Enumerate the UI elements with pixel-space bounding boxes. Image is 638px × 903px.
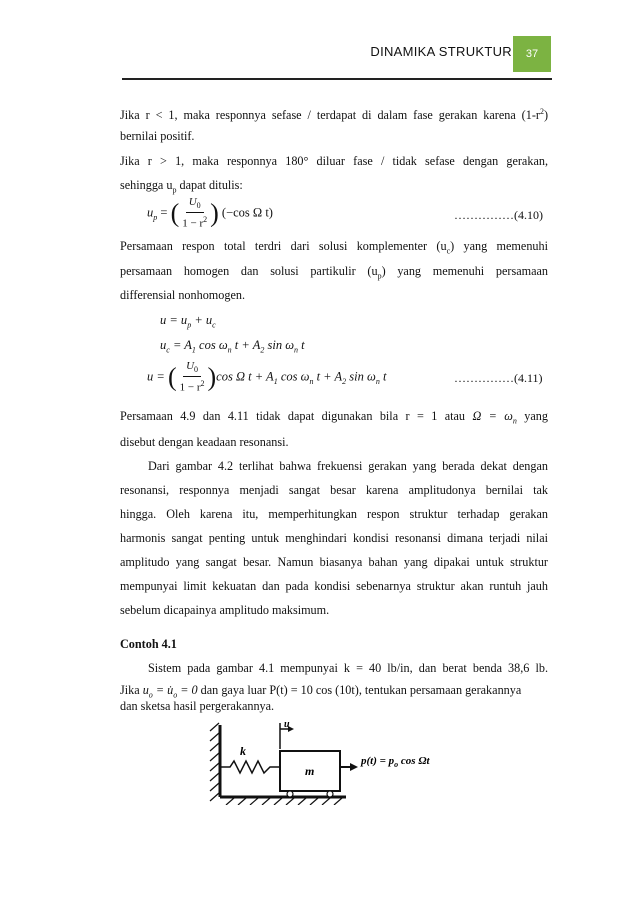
eq-subscript: 1 xyxy=(273,376,278,386)
para-fig42-line-1: Dari gambar 4.2 terlihat bahwa frekuensi gerakan yang berada dekat dengan xyxy=(148,459,548,473)
example-line-3: dan sketsa hasil pergerakannya. xyxy=(120,699,275,713)
example-line-1: Sistem pada gambar 4.1 mempunyai k = 40 lb/in, dan berat benda 38,6 lb. xyxy=(148,661,548,675)
fraction xyxy=(177,360,208,395)
equation-4-11 xyxy=(147,360,386,395)
para-fig42-line-3: hingga. Oleh karena itu, memperhitungkan respon struktur terhadap gerakan xyxy=(120,507,548,521)
eq-symbol: cos ω xyxy=(195,338,228,352)
paren-open: ( xyxy=(167,362,177,392)
eq-symbol: U xyxy=(188,196,197,208)
eq-operator: = xyxy=(157,205,171,220)
eq-subscript: 2 xyxy=(342,376,347,386)
para-r-less-than-1 xyxy=(120,104,548,123)
eq-symbol: u = xyxy=(147,369,168,384)
eq-subscript: 0 xyxy=(194,365,199,375)
denominator xyxy=(179,213,210,231)
eq-subscript: n xyxy=(375,376,380,386)
eq-symbol: U xyxy=(186,360,195,372)
spring-mass-figure xyxy=(206,717,468,805)
equation-number-4-11: ……………(4.11) xyxy=(454,371,543,385)
eq-symbol: t xyxy=(379,369,387,384)
eq-symbol: u xyxy=(142,683,149,697)
text: dapat ditulis: xyxy=(176,178,243,192)
eq-subscript: p xyxy=(187,320,192,330)
eq-subscript: c xyxy=(212,320,216,330)
eq-subscript: o xyxy=(148,690,153,700)
eq-symbol: t xyxy=(298,338,305,352)
eq-symbol: + u xyxy=(191,313,213,327)
eq-subscript: n xyxy=(309,376,314,386)
text: Jika xyxy=(120,683,140,697)
text: ) xyxy=(543,108,548,123)
eq-subscript: o xyxy=(173,690,178,700)
eq-subscript: 1 xyxy=(191,345,196,355)
paren-open: ( xyxy=(170,198,180,228)
eq-symbol: sin ω xyxy=(264,338,295,352)
eq-symbol: u xyxy=(147,205,154,220)
subscript: p xyxy=(377,271,382,281)
inline-equation xyxy=(142,683,198,700)
para-resonance xyxy=(120,408,548,429)
para-total-response-cont xyxy=(120,263,548,284)
para-fig42-line-2: resonansi, responnya menjadi sangat besar karena amplitudonya bernilai tak xyxy=(120,483,548,497)
eq-symbol: Ω = ω xyxy=(472,409,513,423)
subscript: p xyxy=(172,185,177,195)
page-number-box xyxy=(513,36,551,72)
eq-symbol: 1 − r xyxy=(182,217,204,230)
force-label-end: cos Ωt xyxy=(398,755,430,767)
eq-subscript: n xyxy=(512,416,517,426)
ground-hatch xyxy=(226,798,342,805)
eq-symbol: sin ω xyxy=(346,369,376,384)
displacement-label-u: u xyxy=(284,719,290,730)
para-total-response-end: differensial nonhomogen. xyxy=(120,288,246,302)
eq-symbol: = A xyxy=(169,338,192,352)
para-fig42-line-5: amplitudo yang sangat besar. Namun biasanya bahan yang dipakai untuk struktur xyxy=(120,555,548,569)
mass-label-m: m xyxy=(305,764,315,778)
spring xyxy=(220,761,280,773)
text: ) yang memenuhi persamaan xyxy=(381,264,548,278)
eq-rhs: (−cos Ω t) xyxy=(221,205,273,220)
running-header-title: DINAMIKA STRUKTUR xyxy=(370,44,512,59)
text: sehingga u xyxy=(120,178,173,192)
subscript: c xyxy=(446,246,451,256)
eq-symbol: u xyxy=(160,338,167,352)
numerator xyxy=(186,196,204,213)
inline-equation xyxy=(472,409,517,426)
eq-subscript: 2 xyxy=(260,345,265,355)
para-fig42-line-6: mempunyai limit kekuatan dan pada kondisi sebenarnya struktur akan runtuh jauh xyxy=(120,579,548,593)
spring-label-k: k xyxy=(240,744,246,758)
eq-superscript: 2 xyxy=(200,379,205,389)
eq-symbol: t + A xyxy=(313,369,343,384)
para-r-greater-than-1: Jika r > 1, maka responnya 180° diluar fase / tidak sefase dengan gerakan, xyxy=(120,154,548,168)
eq-subscript: 0 xyxy=(196,201,201,211)
wall-hatch xyxy=(210,723,219,801)
force-label-sub: o xyxy=(394,760,399,769)
para-total-response xyxy=(120,238,548,259)
equation-u-sum xyxy=(160,313,216,330)
paren-close: ) xyxy=(207,362,217,392)
eq-symbol: cos Ω t + A xyxy=(216,369,274,384)
eq-subscript: p xyxy=(153,212,158,222)
equation-4-10 xyxy=(147,196,273,231)
header-rule xyxy=(122,78,552,80)
eq-subscript: n xyxy=(294,345,299,355)
denominator xyxy=(177,377,208,395)
para-fig42-line-4: harmonis sangat penting untuk menghindari kondisi resonansi dimana terjadi nilai xyxy=(120,531,548,545)
equation-uc xyxy=(160,338,305,355)
para-resonance-cont: disebut dengan keadaan resonansi. xyxy=(120,435,289,449)
paren-close: ) xyxy=(210,198,219,228)
text: ) yang memenuhi xyxy=(450,239,548,253)
example-title: Contoh 4.1 xyxy=(120,637,177,651)
text: persamaan homogen dan solusi partikulir (u xyxy=(120,264,378,278)
force-label xyxy=(360,755,431,769)
text: dan gaya luar P(t) = 10 cos (10t), tentukan persamaan gerakannya xyxy=(200,683,522,697)
eq-symbol: 1 − r xyxy=(179,381,201,394)
text: yang xyxy=(524,409,548,423)
eq-symbol: u = u xyxy=(160,313,188,327)
text: Persamaan 4.9 dan 4.11 tidak dapat digunakan bila r = 1 atau xyxy=(120,409,466,423)
equation-number-4-10: ……………(4.10) xyxy=(454,208,543,222)
eq-symbol: cos ω xyxy=(277,369,310,384)
eq-superscript: 2 xyxy=(203,215,208,225)
fraction xyxy=(179,196,210,231)
eq-symbol: t + A xyxy=(231,338,261,352)
force-label-text: p(t) = p xyxy=(361,755,395,767)
page-number: 37 xyxy=(525,48,539,60)
wheel-left xyxy=(287,791,293,797)
numerator xyxy=(183,360,201,377)
text: Persamaan respon total terdri dari solusi komplementer (u xyxy=(120,239,447,253)
force-arrowhead xyxy=(350,763,358,771)
wheel-right xyxy=(327,791,333,797)
eq-symbol: = u̇ xyxy=(152,683,174,697)
text: Jika r < 1, maka responnya sefase / terdapat di dalam fase gerakan karena (1-r xyxy=(120,108,540,123)
para-fig42-line-7: sebelum dicapainya amplitudo maksimum. xyxy=(120,603,330,617)
eq-subscript: c xyxy=(166,345,170,355)
para-r-less-than-1-cont: bernilai positif. xyxy=(120,129,195,143)
eq-subscript: n xyxy=(227,345,232,355)
superscript: 2 xyxy=(539,107,544,116)
eq-symbol: = 0 xyxy=(177,683,198,697)
